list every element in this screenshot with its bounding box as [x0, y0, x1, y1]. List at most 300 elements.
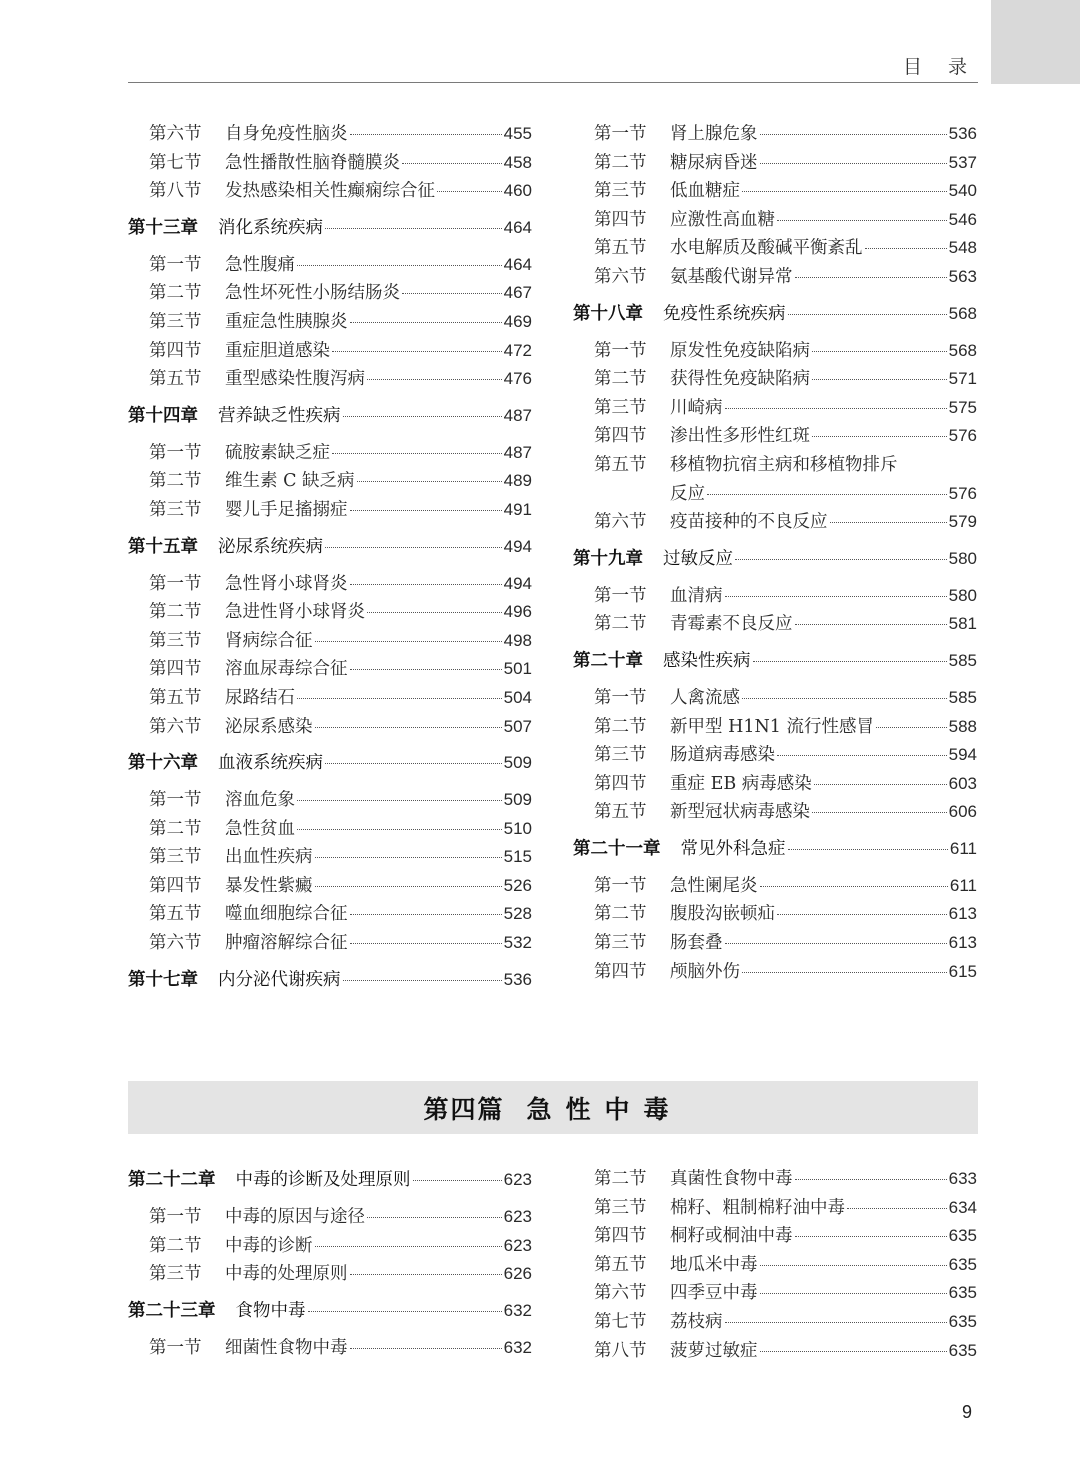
section-title: 肠套叠 [670, 933, 723, 954]
dot-leader [725, 596, 947, 597]
toc-section-entry [128, 900, 532, 929]
dot-leader [350, 943, 502, 944]
section-label: 第二节 [594, 152, 647, 173]
section-label: 第六节 [149, 716, 202, 737]
section-title: 棉籽、粗制棉籽油中毒 [670, 1197, 845, 1218]
toc-section-entry [128, 120, 532, 149]
page-ref: 579 [948, 512, 977, 532]
dot-leader [735, 559, 947, 560]
section-label: 第五节 [594, 238, 647, 259]
section-label: 第三节 [149, 311, 202, 332]
chapter-label: 第二十三章 [128, 1300, 216, 1321]
section-label: 第四节 [149, 875, 202, 896]
dot-leader [350, 669, 502, 670]
dot-leader [760, 163, 947, 164]
toc-section-entry [128, 843, 532, 872]
dot-leader [402, 163, 502, 164]
part-title: 急性中毒 [526, 1094, 683, 1124]
dot-leader [315, 857, 502, 858]
section-title: 重症急性胰腺炎 [225, 311, 348, 332]
toc-section-entry [128, 627, 532, 656]
toc-section-entry [128, 496, 532, 525]
toc-section-entry [128, 1260, 532, 1289]
toc-section-entry [128, 149, 532, 178]
section-title: 婴儿手足搐搦症 [225, 499, 348, 520]
section-title: 中毒的诊断 [225, 1235, 313, 1256]
dot-leader [297, 800, 502, 801]
section-label: 第四节 [149, 659, 202, 680]
section-title: 人禽流感 [670, 687, 740, 708]
section-label: 第三节 [594, 397, 647, 418]
dot-leader [725, 1322, 947, 1323]
dot-leader [367, 379, 502, 380]
page-ref: 536 [948, 124, 977, 143]
section-label: 第三节 [594, 181, 647, 202]
section-title: 菠萝过敏症 [670, 1340, 758, 1361]
toc-section-entry [128, 598, 532, 627]
toc-chapter-entry [128, 402, 532, 424]
toc-section-entry [128, 655, 532, 684]
page-ref: 494 [503, 573, 532, 593]
page-ref: 635 [948, 1340, 977, 1360]
dot-leader [350, 322, 502, 323]
toc-section-entry [573, 958, 977, 987]
toc-section-entry [573, 394, 977, 423]
page-ref: 585 [948, 650, 977, 670]
toc-section-entry [573, 1251, 977, 1280]
dot-leader [742, 191, 947, 192]
section-label: 第一节 [594, 124, 647, 144]
section-title: 出血性疾病 [225, 847, 313, 868]
section-title: 氨基酸代谢异常 [670, 266, 793, 287]
section-title: 渗出性多形性红斑 [670, 426, 810, 447]
page-number: 9 [962, 1402, 973, 1422]
toc-section-entry [573, 365, 977, 394]
section-title: 获得性免疫缺陷病 [670, 369, 810, 390]
section-title: 急性坏死性小肠结肠炎 [225, 283, 400, 304]
section-title: 新甲型 H1N1 流行性感冒 [670, 716, 874, 737]
page-ref: 611 [949, 875, 977, 895]
dot-leader [876, 727, 947, 728]
chapter-title: 食物中毒 [235, 1300, 306, 1321]
dot-leader [332, 453, 502, 454]
toc-section-entry [128, 1334, 532, 1363]
toc-section-entry [128, 467, 532, 496]
dot-leader [777, 220, 947, 221]
dot-leader [297, 829, 502, 830]
page-ref: 464 [503, 217, 532, 237]
header-rule [128, 82, 978, 83]
toc-section-entry [573, 1222, 977, 1251]
section-label: 第二节 [594, 904, 647, 925]
section-label: 第六节 [594, 266, 647, 287]
dot-leader [315, 1246, 502, 1247]
page-ref: 580 [948, 548, 977, 568]
dot-leader [795, 1179, 947, 1180]
dot-leader [325, 547, 502, 548]
page-ref: 537 [948, 152, 977, 172]
page-ref: 623 [503, 1170, 532, 1189]
dot-leader [742, 698, 947, 699]
dot-leader [760, 1265, 947, 1266]
toc-chapter-entry [573, 647, 977, 669]
chapter-label: 第十五章 [128, 536, 198, 557]
toc-section-entry [573, 337, 977, 366]
toc-section-entry [573, 1337, 977, 1366]
page-ref: 532 [503, 933, 532, 953]
section-title: 四季豆中毒 [670, 1283, 758, 1304]
page-ref: 632 [503, 1300, 532, 1320]
section-title: 中毒的原因与途径 [225, 1207, 365, 1227]
section-label: 第五节 [149, 369, 202, 390]
toc-chapter-entry [128, 1297, 532, 1319]
dot-leader [760, 1293, 947, 1294]
dot-leader [350, 914, 502, 915]
chapter-label: 第十九章 [573, 548, 643, 569]
dot-leader [760, 886, 948, 887]
section-title: 维生素 C 缺乏病 [225, 471, 355, 492]
toc-section-entry [573, 263, 977, 292]
section-label: 第一节 [594, 585, 647, 606]
section-title-continued: 反应 [670, 483, 705, 504]
page-ref: 626 [503, 1264, 532, 1284]
section-label: 第二节 [594, 1169, 647, 1189]
toc-chapter-entry [573, 545, 977, 567]
page-ref: 635 [948, 1226, 977, 1246]
section-title: 暴发性紫癜 [225, 875, 313, 896]
chapter-label: 第十七章 [128, 969, 198, 990]
page-ref: 467 [503, 283, 532, 303]
dot-leader [350, 1274, 502, 1275]
section-title: 肠道病毒感染 [670, 745, 775, 766]
section-title: 肾上腺危象 [670, 124, 758, 144]
section-label: 第二节 [149, 283, 202, 304]
toc-section-entry [573, 508, 977, 537]
toc-section-entry [573, 713, 977, 742]
page-ref: 509 [503, 790, 532, 810]
section-title: 荔枝病 [670, 1311, 723, 1332]
dot-leader [725, 408, 947, 409]
dot-leader [795, 624, 947, 625]
chapter-title: 常见外科急症 [680, 838, 786, 859]
section-label: 第一节 [149, 254, 202, 275]
dot-leader [308, 1311, 502, 1312]
section-label: 第二节 [149, 471, 202, 492]
dot-leader [795, 1236, 947, 1237]
page-ref: 635 [948, 1283, 977, 1303]
section-label: 第五节 [594, 1254, 647, 1275]
chapter-title: 中毒的诊断及处理原则 [235, 1170, 411, 1190]
page-ref: 476 [503, 369, 532, 389]
toc-section-entry [128, 308, 532, 337]
toc-section-entry [128, 439, 532, 468]
page-ref: 469 [503, 311, 532, 331]
page-ref: 487 [503, 405, 532, 425]
dot-leader [350, 134, 502, 135]
section-label: 第六节 [594, 512, 647, 533]
dot-leader [847, 1208, 947, 1209]
section-label: 第一节 [594, 875, 647, 896]
toc-chapter-entry [128, 214, 532, 236]
toc-section-entry [573, 422, 977, 451]
section-label: 第三节 [594, 933, 647, 954]
dot-leader [315, 641, 502, 642]
toc-section-entry [128, 815, 532, 844]
section-label: 第八节 [149, 181, 202, 202]
page-ref: 576 [948, 426, 977, 446]
section-title: 中毒的处理原则 [225, 1264, 348, 1285]
toc-section-entry [128, 251, 532, 280]
toc-section-entry [128, 786, 532, 815]
dot-leader [777, 755, 947, 756]
part-label: 第四篇 [423, 1094, 505, 1124]
toc-section-entry [573, 872, 977, 901]
chapter-label: 第十六章 [128, 753, 198, 774]
page-ref: 615 [948, 961, 977, 981]
toc-section-entry [128, 1203, 532, 1232]
page-ref: 509 [503, 753, 532, 773]
section-label: 第三节 [594, 745, 647, 766]
chapter-label: 第十四章 [128, 405, 198, 426]
dot-leader [830, 522, 947, 523]
toc-section-entry [573, 177, 977, 206]
section-label: 第二节 [149, 818, 202, 839]
dot-leader [812, 436, 947, 437]
dot-leader [777, 914, 947, 915]
toc-chapter-entry [128, 966, 532, 988]
page-ref: 576 [948, 483, 977, 503]
section-label: 第三节 [149, 1264, 202, 1285]
chapter-label: 第十八章 [573, 303, 643, 324]
page-ref: 594 [948, 745, 977, 765]
section-title: 急进性肾小球肾炎 [225, 602, 365, 623]
toc-section-entry [128, 177, 532, 206]
page-ref: 548 [948, 238, 977, 258]
section-title: 新型冠状病毒感染 [670, 802, 810, 823]
section-label: 第二节 [149, 602, 202, 623]
dot-leader [297, 265, 502, 266]
section-label: 第一节 [149, 1337, 202, 1358]
dot-leader [788, 849, 948, 850]
page-ref: 491 [503, 499, 532, 519]
toc-section-entry [128, 279, 532, 308]
section-label: 第七节 [149, 152, 202, 173]
page-ref: 528 [503, 904, 532, 924]
section-title: 噬血细胞综合征 [225, 904, 348, 925]
page-ref: 635 [948, 1311, 977, 1331]
dot-leader [760, 1351, 947, 1352]
section-title: 急性阑尾炎 [670, 875, 758, 896]
section-title: 泌尿系感染 [225, 716, 313, 737]
section-label: 第四节 [594, 209, 647, 230]
page-ref: 501 [503, 659, 532, 679]
page-ref: 455 [503, 124, 532, 143]
chapter-title: 血液系统疾病 [218, 753, 323, 774]
corner-tab [991, 0, 1080, 84]
page-ref: 540 [948, 181, 977, 201]
section-label: 第四节 [594, 961, 647, 982]
page-ref: 568 [948, 303, 977, 323]
section-label: 第三节 [149, 847, 202, 868]
page-ref: 613 [948, 933, 977, 953]
section-title: 细菌性食物中毒 [225, 1337, 348, 1358]
dot-leader [742, 972, 947, 973]
toc-section-continuation [573, 480, 977, 509]
chapter-label: 第二十章 [573, 650, 643, 671]
dot-leader [343, 416, 502, 417]
page-ref: 498 [503, 630, 532, 650]
section-title: 疫苗接种的不良反应 [670, 512, 828, 533]
section-title: 川崎病 [670, 397, 723, 418]
section-title: 原发性免疫缺陷病 [670, 340, 810, 361]
section-label: 第四节 [594, 426, 647, 447]
page-ref: 623 [503, 1235, 532, 1255]
section-title: 急性贫血 [225, 818, 295, 839]
section-title: 重型感染性腹泻病 [225, 369, 365, 390]
toc-section-entry [128, 929, 532, 958]
dot-leader [413, 1180, 502, 1181]
dot-leader [332, 351, 502, 352]
page-ref: 611 [949, 838, 977, 858]
dot-leader [812, 379, 947, 380]
page-ref: 606 [948, 802, 977, 822]
section-title: 腹股沟嵌顿疝 [670, 904, 775, 925]
section-label: 第三节 [594, 1197, 647, 1218]
page-ref: 546 [948, 209, 977, 229]
page-ref: 515 [503, 847, 532, 867]
page-ref: 510 [503, 818, 532, 838]
dot-leader [760, 134, 947, 135]
running-header-title: 目录 [903, 56, 994, 78]
toc-chapter-entry [128, 1166, 532, 1188]
page-ref: 458 [503, 152, 532, 172]
toc-column-bottom-right [573, 1165, 977, 1365]
section-title: 应激性高血糖 [670, 209, 775, 230]
section-title: 肾病综合征 [225, 630, 313, 651]
toc-chapter-entry [128, 749, 532, 774]
page-ref: 603 [948, 773, 977, 793]
dot-leader [343, 980, 502, 981]
section-label: 第六节 [594, 1283, 647, 1304]
toc-chapter-entry [573, 835, 977, 857]
section-label: 第三节 [149, 630, 202, 651]
section-title: 真菌性食物中毒 [670, 1169, 793, 1189]
toc-section-entry [573, 234, 977, 263]
toc-section-entry [573, 1308, 977, 1337]
page-ref: 588 [948, 716, 977, 736]
section-title: 急性播散性脑脊髓膜炎 [225, 152, 400, 173]
dot-leader [814, 784, 947, 785]
section-title: 重症 EB 病毒感染 [670, 773, 812, 794]
section-title: 自身免疫性脑炎 [225, 124, 348, 144]
section-title: 溶血尿毒综合征 [225, 659, 348, 680]
chapter-title: 感染性疾病 [663, 650, 751, 671]
toc-section-entry [573, 582, 977, 611]
section-label: 第五节 [149, 687, 202, 708]
page-ref: 613 [948, 904, 977, 924]
toc-column-top-right [573, 120, 977, 986]
toc-section-entry [573, 451, 977, 480]
section-label: 第四节 [149, 340, 202, 361]
section-label: 第四节 [594, 1226, 647, 1247]
page-ref: 472 [503, 340, 532, 360]
dot-leader [367, 1217, 502, 1218]
page-ref: 494 [503, 536, 532, 556]
toc-section-entry [128, 684, 532, 713]
page-ref: 568 [948, 340, 977, 360]
section-label: 第六节 [149, 933, 202, 954]
toc-section-entry [128, 1232, 532, 1261]
chapter-title: 过敏反应 [663, 548, 733, 569]
dot-leader [753, 661, 947, 662]
section-label: 第二节 [149, 1235, 202, 1256]
toc-section-entry [573, 929, 977, 958]
page-ref: 581 [948, 614, 977, 634]
section-title: 溶血危象 [225, 790, 295, 811]
dot-leader [812, 351, 947, 352]
page-ref: 464 [503, 254, 532, 274]
dot-leader [350, 584, 502, 585]
chapter-title: 免疫性系统疾病 [663, 303, 786, 324]
section-label: 第七节 [594, 1311, 647, 1332]
chapter-title: 营养缺乏性疾病 [218, 405, 341, 426]
page-ref: 489 [503, 471, 532, 491]
section-title: 地瓜米中毒 [670, 1254, 758, 1275]
section-title: 重症胆道感染 [225, 340, 330, 361]
section-title: 糖尿病昏迷 [670, 152, 758, 173]
section-title: 低血糖症 [670, 181, 740, 202]
section-label: 第二节 [594, 716, 647, 737]
toc-section-entry [573, 1165, 977, 1194]
dot-leader [865, 248, 947, 249]
toc-column-top-left [128, 120, 532, 1003]
page-ref: 496 [503, 602, 532, 622]
section-title: 颅脑外伤 [670, 961, 740, 982]
section-title: 急性肾小球肾炎 [225, 573, 348, 594]
toc-section-entry [573, 900, 977, 929]
section-title: 桐籽或桐油中毒 [670, 1226, 793, 1247]
section-title: 血清病 [670, 585, 723, 606]
section-label: 第一节 [594, 340, 647, 361]
section-label: 第四节 [594, 773, 647, 794]
dot-leader [350, 510, 502, 511]
dot-leader [315, 886, 502, 887]
toc-section-entry [573, 1194, 977, 1223]
section-title: 尿路结石 [225, 687, 295, 708]
page-ref: 526 [503, 875, 532, 895]
dot-leader [788, 314, 947, 315]
section-label: 第五节 [594, 454, 647, 475]
page-ref: 634 [948, 1197, 977, 1217]
section-label: 第一节 [149, 1207, 202, 1227]
toc-section-entry [573, 149, 977, 178]
page-ref: 504 [503, 687, 532, 707]
section-label: 第六节 [149, 124, 202, 144]
section-label: 第一节 [149, 790, 202, 811]
dot-leader [325, 228, 502, 229]
page-ref: 633 [948, 1169, 977, 1188]
toc-column-bottom-left [128, 1158, 532, 1362]
toc-section-entry [128, 365, 532, 394]
chapter-title: 消化系统疾病 [218, 217, 323, 238]
section-title: 水电解质及酸碱平衡紊乱 [670, 238, 863, 259]
dot-leader [795, 277, 947, 278]
dot-leader [367, 612, 502, 613]
page-ref: 536 [503, 969, 532, 989]
section-label: 第一节 [594, 687, 647, 708]
toc-section-entry [128, 872, 532, 901]
chapter-label: 第二十一章 [573, 838, 661, 859]
